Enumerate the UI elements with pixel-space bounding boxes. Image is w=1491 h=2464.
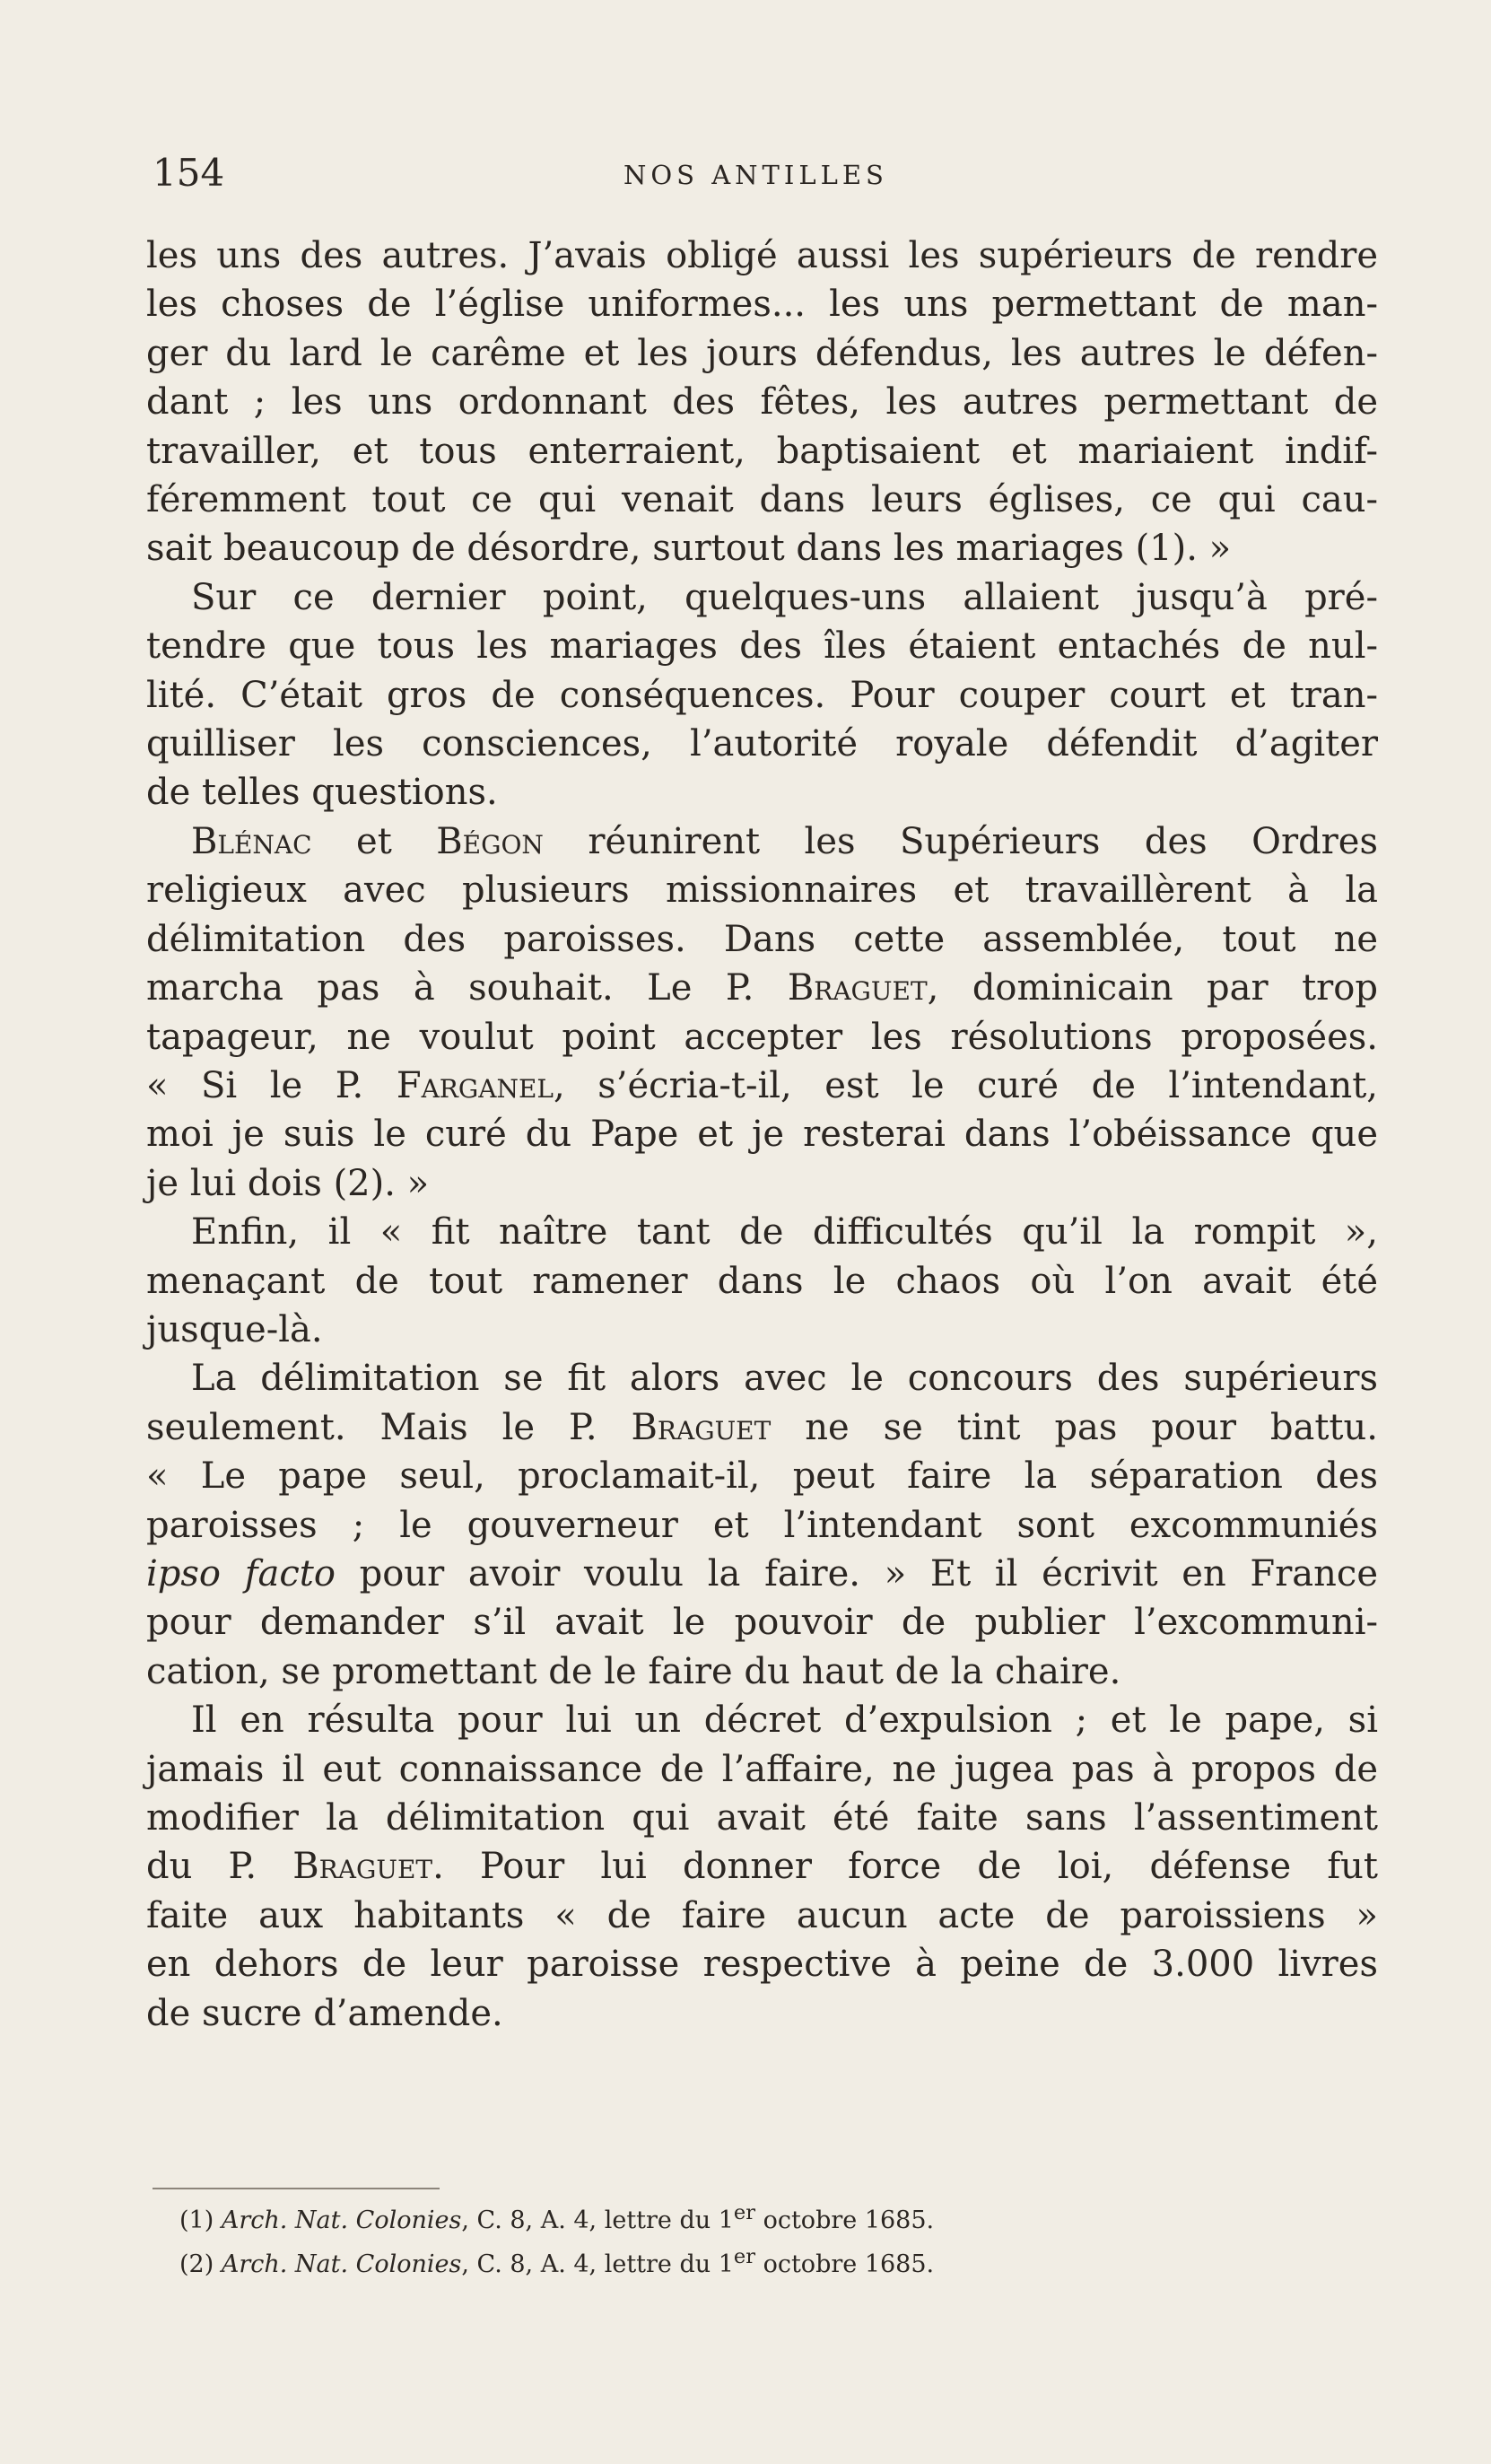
text-line: je lui dois (2). »	[146, 1162, 430, 1204]
text-segment: « Si le P.	[146, 1064, 397, 1106]
text-line	[146, 817, 1378, 866]
text-segment: . Pour lui donner force de loi, défense fut	[432, 1846, 1379, 1888]
footnote-marker: (2)	[179, 2250, 214, 2278]
text-segment: , s’écria-t-il, est le curé de l’intendant,	[554, 1064, 1379, 1106]
text-segment: du P.	[146, 1846, 293, 1888]
text-line: de telles questions.	[146, 772, 498, 814]
footnote	[179, 2195, 1166, 2239]
person-name: Braguet	[631, 1406, 772, 1448]
footnote	[179, 2239, 1166, 2283]
text-line: quilliser les consciences, l’autorité royale défendit d’agiter	[146, 723, 1378, 765]
text-line	[146, 1062, 1378, 1110]
person-name: Braguet	[787, 967, 928, 1009]
text-line: jusque-là.	[146, 1308, 323, 1350]
person-name: Bégon	[436, 820, 544, 862]
text-line: Il en résulta pour lui un décret d’expulsion ; et le pape, si	[191, 1699, 1378, 1742]
text-line	[146, 1403, 1378, 1452]
paragraph	[146, 1208, 1378, 1354]
paragraph	[146, 1354, 1378, 1696]
text-line	[146, 1550, 1378, 1598]
text-line: La délimitation se fit alors avec le concours des supérieurs	[191, 1358, 1378, 1400]
text-line: jamais il eut connaissance de l’affaire, ne jugea pas à propos de	[146, 1748, 1378, 1790]
text-line: religieux avec plusieurs missionnaires et travaillèrent à la	[146, 869, 1378, 912]
footnote-source: Arch. Nat. Colonies	[221, 2250, 462, 2278]
text-line: les choses de l’église uniformes... les uns permettant de man-	[146, 284, 1378, 326]
text-line	[146, 964, 1378, 1012]
footnote-source: Arch. Nat. Colonies	[221, 2206, 462, 2234]
text-line: faite aux habitants « de faire aucun acte de paroissiens »	[146, 1894, 1378, 1936]
text-segment: octobre 1685.	[755, 2206, 935, 2234]
text-line: pour demander s’il avait le pouvoir de publier l’excommuni-	[146, 1602, 1378, 1644]
text-segment: seulement. Mais le P.	[146, 1406, 632, 1448]
text-segment: ne se tint pas pour battu.	[771, 1406, 1378, 1448]
text-segment: réunirent les Supérieurs des Ordres	[543, 820, 1378, 862]
text-line: de sucre d’amende.	[146, 1992, 503, 2034]
superscript: er	[733, 2201, 755, 2224]
text-line: tendre que tous les mariages des îles étaient entachés de nul-	[146, 625, 1378, 668]
text-line: travailler, et tous enterraient, baptisaient et mariaient indif-	[146, 430, 1378, 472]
paragraph	[146, 1696, 1378, 2038]
text-segment: et	[311, 820, 437, 862]
paragraph	[146, 817, 1378, 1208]
text-line: tapageur, ne voulut point accepter les résolutions proposées.	[146, 1016, 1378, 1058]
body-text	[146, 232, 1378, 2038]
text-line: paroisses ; le gouverneur et l’intendant sont excommuniés	[146, 1504, 1378, 1546]
text-line: modifier la délimitation qui avait été faite sans l’assentiment	[146, 1797, 1378, 1839]
text-segment: , C. 8, A. 4, lettre du 1	[461, 2206, 734, 2234]
text-line: menaçant de tout ramener dans le chaos où l’on avait été	[146, 1260, 1378, 1302]
text-line: féremment tout ce qui venait dans leurs églises, ce qui cau-	[146, 479, 1378, 521]
text-segment: octobre 1685.	[755, 2250, 935, 2278]
text-line: en dehors de leur paroisse respective à peine de 3.000 livres	[146, 1944, 1378, 1986]
text-segment: , C. 8, A. 4, lettre du 1	[461, 2250, 734, 2278]
person-name: Braguet	[292, 1846, 433, 1888]
text-line: Enfin, il « fit naître tant de difficultés qu’il la rompit »,	[191, 1211, 1378, 1254]
text-line: lité. C’était gros de conséquences. Pour couper court et tran-	[146, 674, 1378, 716]
footnote-marker: (1)	[179, 2206, 214, 2234]
person-name: Blénac	[191, 820, 312, 862]
text-line: ger du lard le carême et les jours défendus, les autres le défen-	[146, 332, 1378, 374]
person-name: Farganel	[396, 1064, 554, 1106]
paragraph	[146, 232, 1378, 573]
text-segment: , dominicain par trop	[927, 967, 1378, 1009]
text-line	[146, 1842, 1378, 1891]
text-line: « Le pape seul, proclamait-il, peut faire la séparation des	[146, 1455, 1378, 1498]
text-line: les uns des autres. J’avais obligé aussi les supérieurs de rendre	[146, 235, 1378, 276]
text-line: dant ; les uns ordonnant des fêtes, les autres permettant de	[146, 381, 1378, 424]
latin-phrase: ipso facto	[146, 1552, 336, 1595]
running-title: NOS ANTILLES	[623, 160, 888, 190]
text-line: sait beaucoup de désordre, surtout dans les mariages (1). »	[146, 528, 1232, 570]
footnote-divider	[153, 2188, 440, 2189]
text-line: moi je suis le curé du Pape et je resterai dans l’obéissance que	[146, 1114, 1378, 1156]
text-segment: pour avoir voulu la faire. » Et il écrivit en France	[335, 1552, 1378, 1595]
text-line: cation, se promettant de le faire du haut de la chaire.	[146, 1650, 1121, 1692]
text-segment: marcha pas à souhait. Le P.	[146, 967, 788, 1009]
footnotes	[179, 2195, 1166, 2283]
page-number: 154	[153, 151, 225, 195]
text-line: Sur ce dernier point, quelques-uns allaient jusqu’à pré-	[191, 576, 1378, 618]
superscript: er	[733, 2245, 755, 2268]
text-line: délimitation des paroisses. Dans cette assemblée, tout ne	[146, 918, 1378, 960]
page-header	[153, 151, 1382, 205]
paragraph	[146, 573, 1378, 817]
